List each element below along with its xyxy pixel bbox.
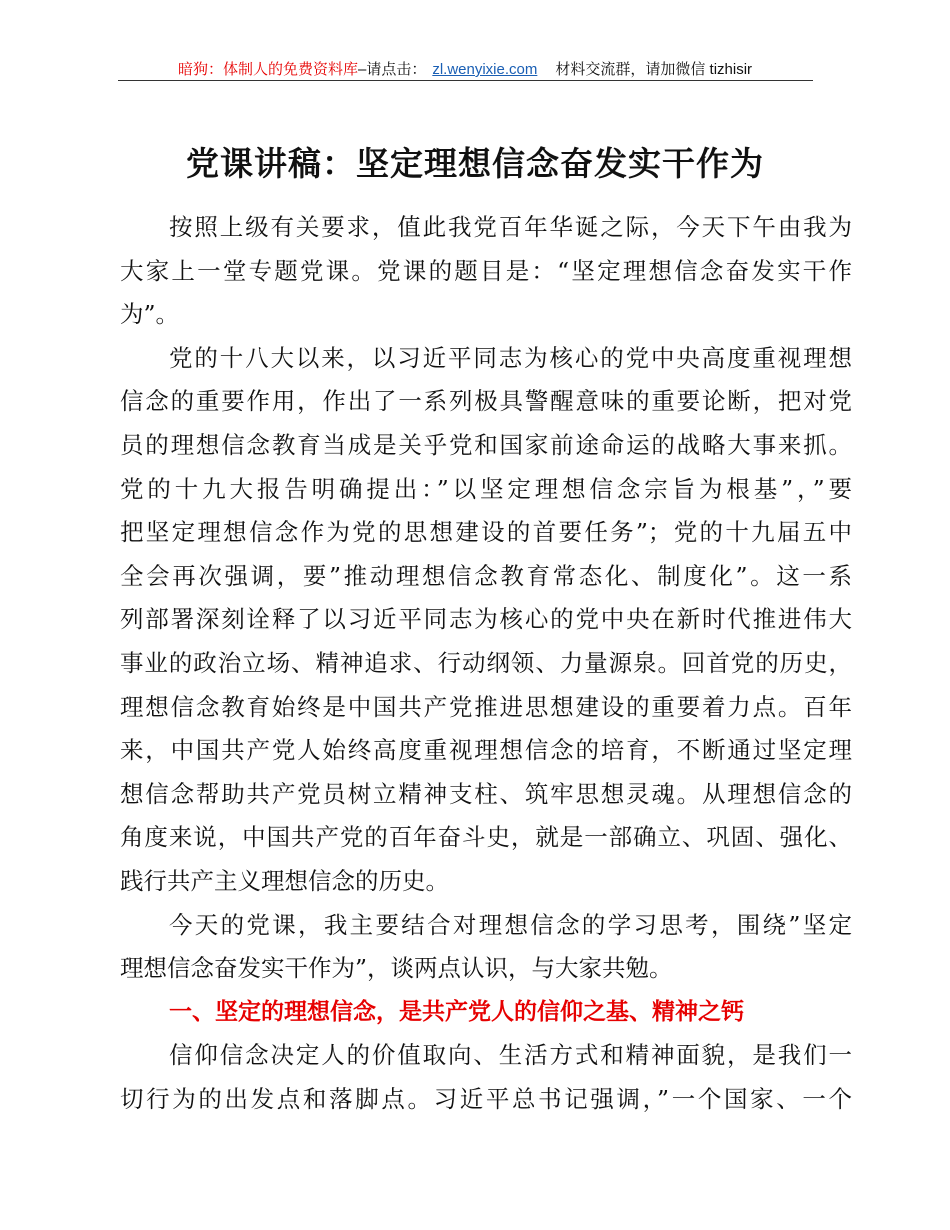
- paragraph-line: 党的十八大以来，以习近平同志为核心的党中央高度重视理想: [169, 343, 852, 372]
- site-link[interactable]: zl.wenyixie.com: [432, 61, 538, 78]
- paragraph-line: 党的十九大报告明确提出：”以坚定理想信念宗旨为根基”，”要: [120, 474, 852, 503]
- paragraph-line: 全会再次强调，要”推动理想信念教育常态化、制度化”。这一系: [120, 561, 852, 590]
- paragraph-line: 事业的政治立场、精神追求、行动纲领、力量源泉。回首党的历史，: [120, 648, 852, 677]
- document-title: 党课讲稿：坚定理想信念奋发实干作为: [186, 144, 764, 183]
- click-prompt: –请点击：: [357, 61, 427, 78]
- paragraph-line: 今天的党课，我主要结合对理想信念的学习思考，围绕”坚定: [169, 910, 852, 939]
- paragraph-line: 角度来说，中国共产党的百年奋斗史，就是一部确立、巩固、强化、: [120, 823, 852, 852]
- paragraph-line: 员的理想信念教育当成是关乎党和国家前途命运的战略大事来抓。: [120, 430, 852, 459]
- paragraph-line: 大家上一堂专题党课。党课的题目是：“坚定理想信念奋发实干作: [120, 256, 852, 285]
- paragraph-line: 信仰信念决定人的价值取向、生活方式和精神面貌，是我们一: [169, 1041, 852, 1070]
- wechat-note: 材料交流群，请加微信 tizhisir: [555, 61, 753, 78]
- page-header: [120, 58, 810, 79]
- paragraph-line: 想信念帮助共产党员树立精神支柱、筑牢思想灵魂。从理想信念的: [120, 779, 852, 808]
- paragraph-line: 理想信念奋发实干作为”，谈两点认识，与大家共勉。: [120, 954, 673, 983]
- paragraph-line: 理想信念教育始终是中国共产党推进思想建设的重要着力点。百年: [120, 692, 852, 721]
- paragraph-line: 按照上级有关要求，值此我党百年华诞之际，今天下午由我为: [169, 213, 852, 241]
- paragraph-line: 把坚定理想信念作为党的思想建设的首要任务”；党的十九届五中: [120, 518, 852, 547]
- paragraph-line: 信念的重要作用，作出了一系列极具警醒意味的重要论断，把对党: [120, 387, 852, 416]
- paragraph-line: 为”。: [120, 300, 180, 329]
- document-body: [120, 206, 852, 1121]
- site-name: 暗狗：体制人的免费资料库: [177, 61, 358, 78]
- paragraph-line: 践行共产主义理想信念的历史。: [120, 866, 449, 895]
- header-divider: [118, 80, 813, 81]
- paragraph-line: 列部署深刻诠释了以习近平同志为核心的党中央在新时代推进伟大: [120, 605, 852, 634]
- paragraph-line: 切行为的出发点和落脚点。习近平总书记强调，”一个国家、一个: [120, 1084, 852, 1113]
- paragraph-line: 来，中国共产党人始终高度重视理想信念的培育，不断通过坚定理: [120, 736, 852, 765]
- section-heading: 一、坚定的理想信念，是共产党人的信仰之基、精神之钙: [169, 998, 744, 1025]
